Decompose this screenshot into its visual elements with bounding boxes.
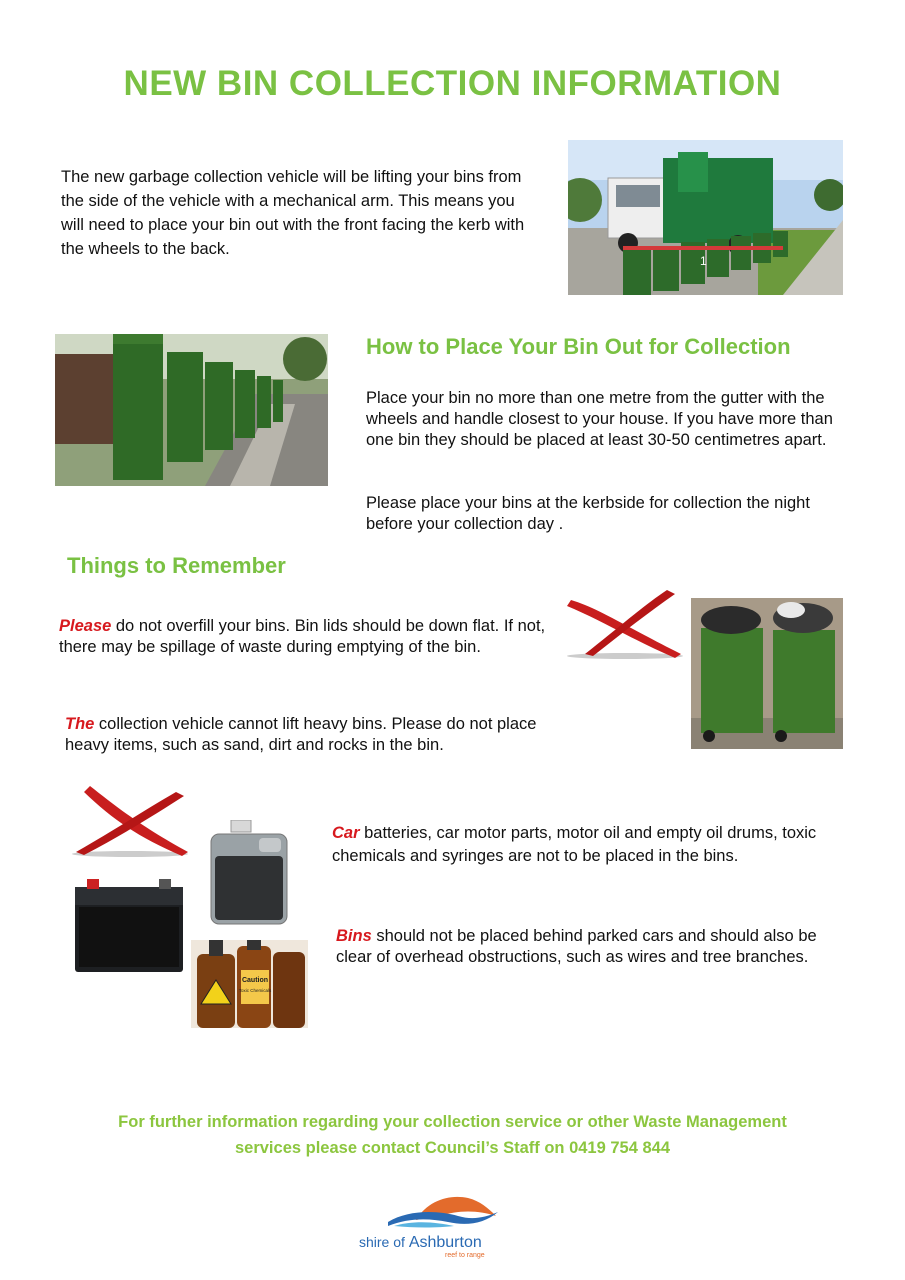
intro-paragraph: The new garbage collection vehicle will be lifting your bins from the side of the vehicle with a mechanical arm. This means you will need to place your bin out with the front facing the kerb with the wheels to the back. xyxy=(61,168,525,258)
remember-text: do not overfill your bins. Bin lids should be down flat. If not, there may be spillage of waste during emptying of the bin. xyxy=(59,617,546,656)
bins-at-kerb-photo xyxy=(55,334,328,486)
remember-text: collection vehicle cannot lift heavy bins. Please do not place heavy items, such as sand, dirt and rocks in the bin. xyxy=(65,715,537,754)
placement-paragraph-1: Place your bin no more than one metre from the gutter with the wheels and handle closest to your house. If you have more than one bin they should be placed at least 30-50 centimetres apart. xyxy=(366,389,833,449)
page-title: NEW BIN COLLECTION INFORMATION xyxy=(123,64,782,103)
oil-jerrycan-image xyxy=(207,820,290,925)
overfilled-bins-photo xyxy=(691,598,843,749)
remember-heading: Things to Remember xyxy=(67,553,286,578)
garbage-truck-photo xyxy=(568,140,843,295)
remember-item-heavy xyxy=(65,714,555,756)
contact-footer xyxy=(40,1109,865,1161)
red-cross-icon xyxy=(68,782,193,858)
remember-lead: Bins xyxy=(336,927,372,945)
remember-text: batteries, car motor parts, motor oil and empty oil drums, toxic chemicals and syringes are not to be placed in the bins. xyxy=(332,824,817,865)
chemical-bottles-image xyxy=(191,940,308,1028)
shire-logo-tagline: reef to range xyxy=(445,1252,485,1259)
logo-prefix: shire of xyxy=(359,1234,409,1250)
placement-paragraph-2: Please place your bins at the kerbside for collection the night before your collection day . xyxy=(366,494,810,533)
logo-name: Ashburton xyxy=(408,1234,482,1251)
shire-logo-icon xyxy=(388,1192,498,1228)
remember-item-overfill xyxy=(59,616,559,658)
remember-item-obstructions xyxy=(336,926,846,968)
red-cross-icon xyxy=(563,588,688,660)
placement-heading: How to Place Your Bin Out for Collection xyxy=(366,334,791,359)
bottle-caution-label: Caution xyxy=(241,977,269,984)
bin-number-label: 1 xyxy=(700,254,707,268)
footer-line-1: For further information regarding your collection service or other Waste Management xyxy=(118,1113,787,1131)
car-battery-image xyxy=(73,877,185,974)
remember-lead: Please xyxy=(59,617,112,635)
remember-item-hazardous xyxy=(332,822,852,868)
footer-line-2: services please contact Council’s Staff on 0419 754 844 xyxy=(234,1139,671,1157)
remember-lead: Car xyxy=(332,824,360,842)
remember-lead: The xyxy=(65,715,95,733)
bottle-toxic-label: Toxic Chemicals xyxy=(238,988,272,993)
shire-logo-text xyxy=(359,1234,482,1252)
remember-text: should not be placed behind parked cars and should also be clear of overhead obstructions, such as wires and tree branches. xyxy=(336,927,817,966)
